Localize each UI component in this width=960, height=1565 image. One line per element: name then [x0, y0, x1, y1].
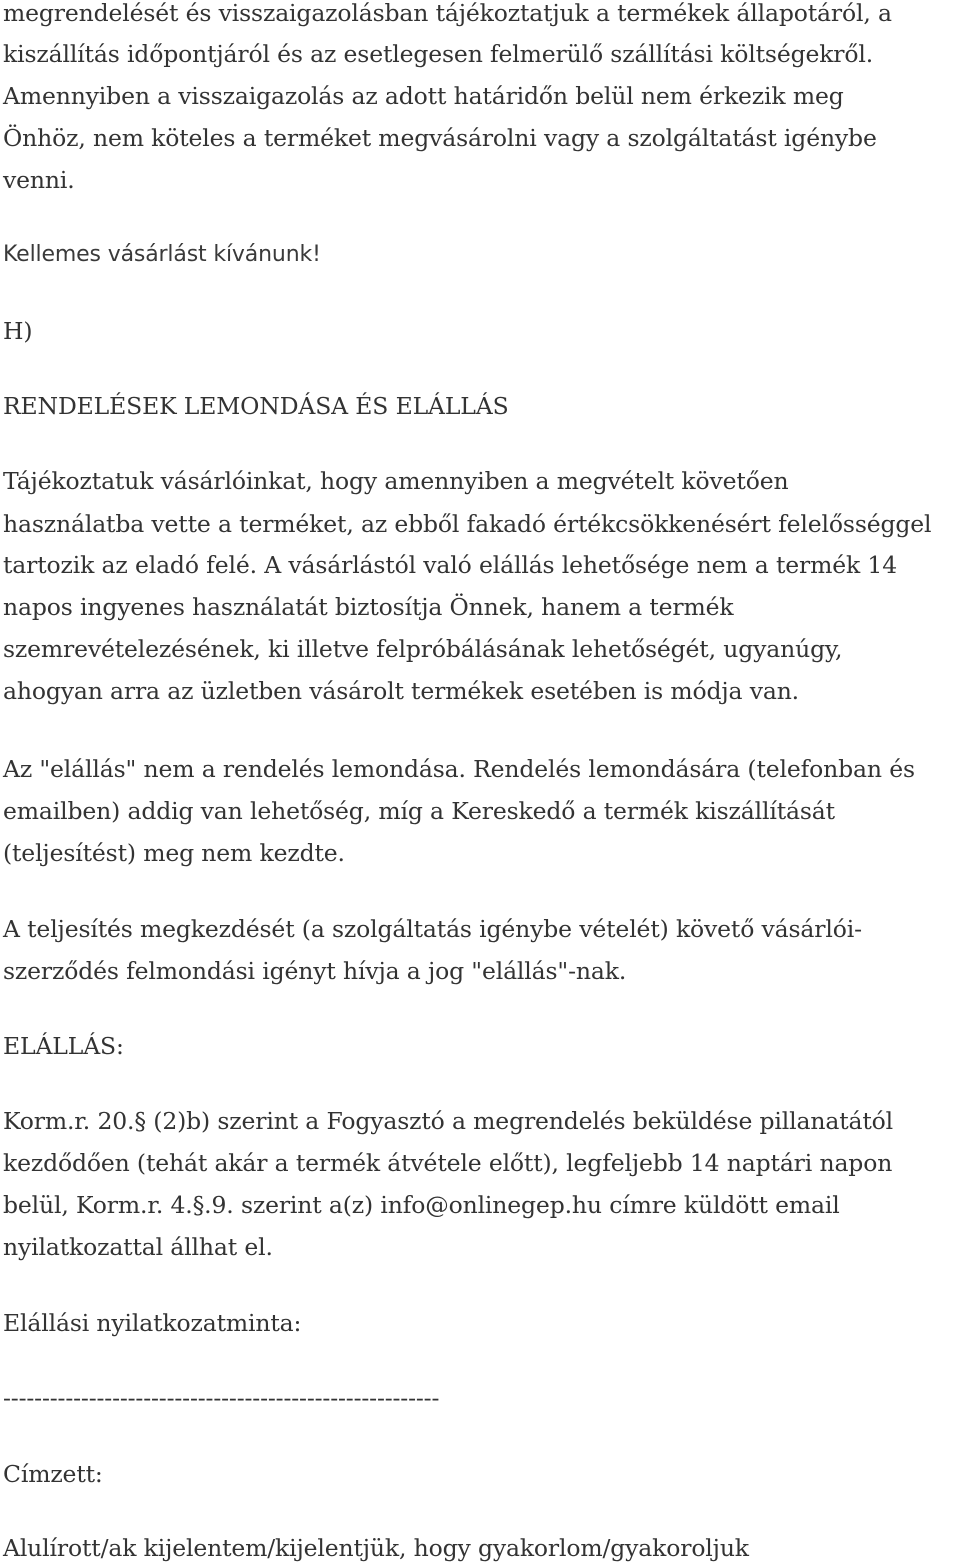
paragraph1-line-4: napos ingyenes használatát biztosítja Önnek, hanem a termék [3, 593, 734, 621]
template-heading: Elállási nyilatkozatminta: [3, 1309, 302, 1337]
paragraph1-line-1: Tájékoztatuk vásárlóinkat, hogy amennyiben a megvételt követően [3, 467, 789, 495]
closing-text: Kellemes vásárlást kívánunk! [3, 242, 321, 267]
paragraph1-line-6: ahogyan arra az üzletben vásárolt termékek esetében is módja van. [3, 677, 799, 705]
dashed-divider: -------------------------------------------------------- [3, 1384, 440, 1412]
recipient-label: Címzett: [3, 1460, 103, 1488]
paragraph3-line-1: A teljesítés megkezdését (a szolgáltatás igénybe vételét) követő vásárlói- [3, 915, 862, 943]
intro-line-5: venni. [3, 166, 75, 194]
intro-line-2: kiszállítás időpontjáról és az esetlegesen felmerülő szállítási költségekről. [3, 40, 874, 68]
intro-line-3: Amennyiben a visszaigazolás az adott határidőn belül nem érkezik meg [3, 82, 844, 110]
paragraph1-line-5: szemrevételezésének, ki illetve felpróbálásának lehetőségét, ugyanúgy, [3, 635, 843, 663]
paragraph1-line-2: használatba vette a terméket, az ebből fakadó értékcsökkenésért felelősséggel [3, 510, 932, 538]
paragraph3-line-2: szerződés felmondási igényt hívja a jog "elállás"-nak. [3, 957, 627, 985]
intro-line-1: megrendelését és visszaigazolásban tájékoztatjuk a termékek állapotáról, a [3, 0, 892, 27]
elallas-heading: ELÁLLÁS: [3, 1032, 124, 1060]
paragraph4-line-4: nyilatkozattal állhat el. [3, 1233, 273, 1261]
paragraph1-line-3: tartozik az eladó felé. A vásárlástól való elállás lehetősége nem a termék 14 [3, 551, 897, 579]
paragraph4-line-1: Korm.r. 20.§ (2)b) szerint a Fogyasztó a megrendelés beküldése pillanatától [3, 1107, 894, 1135]
paragraph4-line-3: belül, Korm.r. 4.§.9. szerint a(z) info@onlinegep.hu címre küldött email [3, 1191, 840, 1219]
intro-line-4: Önhöz, nem köteles a terméket megvásárolni vagy a szolgáltatást igénybe [3, 124, 877, 152]
paragraph2-line-3: (teljesítést) meg nem kezdte. [3, 839, 345, 867]
paragraph4-line-2: kezdődően (tehát akár a termék átvétele előtt), legfeljebb 14 naptári napon [3, 1149, 893, 1177]
paragraph2-line-2: emailben) addig van lehetőség, míg a Kereskedő a termék kiszállítását [3, 797, 835, 825]
section-title: RENDELÉSEK LEMONDÁSA ÉS ELÁLLÁS [3, 392, 509, 420]
section-letter: H) [3, 317, 33, 345]
paragraph2-line-1: Az "elállás" nem a rendelés lemondása. Rendelés lemondására (telefonban és [3, 755, 915, 783]
last-line: Alulírott/ak kijelentem/kijelentjük, hogy gyakorlom/gyakoroljuk [3, 1534, 749, 1562]
